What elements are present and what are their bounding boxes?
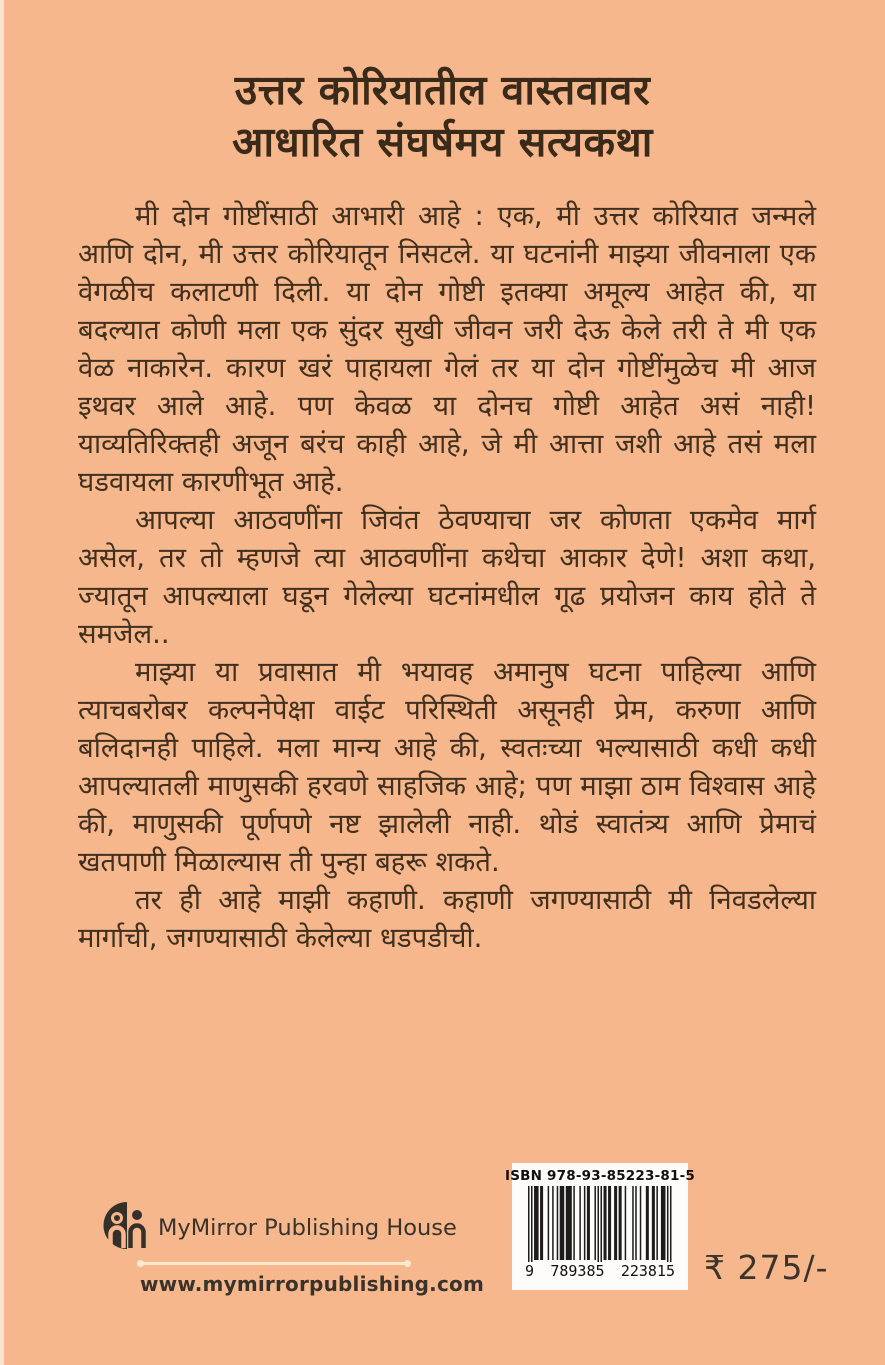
- barcode-digit-group: 789385: [550, 1262, 605, 1280]
- price-label: ₹ 275/-: [704, 1248, 829, 1287]
- back-cover-blurb: [78, 197, 816, 957]
- cover-tagline: [0, 64, 885, 168]
- tagline-line1: उत्तर कोरियातील वास्तवावर: [234, 66, 651, 114]
- tagline-line2: आधारित संघर्षमय सत्यकथा: [232, 118, 653, 166]
- isbn-number: ISBN 978-93-85223-81-5: [505, 1168, 695, 1184]
- barcode-digits: [524, 1262, 676, 1280]
- scan-edge: [0, 0, 4, 1365]
- barcode-digit-group: 9: [525, 1262, 535, 1280]
- divider-line: [140, 1262, 408, 1265]
- publisher-block: [98, 1198, 485, 1296]
- barcode-digit-group: 223815: [620, 1262, 675, 1280]
- mymirror-logo-icon: [98, 1198, 150, 1258]
- blurb-paragraph: मी दोन गोष्टींसाठी आभारी आहे : एक, मी उत्तर कोरियात जन्मले आणि दोन, मी उत्तर कोरियातून निसटले. या घटनांनी माझ्या जीवनाला एक वेगळीच कलाटणी दिली. या दोन गोष्टी इतक्या अमूल्य आहेत की, या बदल्यात कोणी मला एक सुंदर सुखी जीवन जरी देऊ केले तरी ते मी एक वेळ नाकारेन. कारण खरं पाहायला गेलं तर या दोन गोष्टींमुळेच मी आज इथवर आले आहे. पण केवळ या दोनच गोष्टी आहेत असं नाही! याव्यतिरिक्तही अजून बरंच काही आहे, जे मी आत्ता जशी आहे तसं मला घडवायला कारणीभूत आहे.: [78, 200, 816, 498]
- publisher-name: MyMirror Publishing House: [158, 1215, 457, 1241]
- isbn-barcode: [505, 1163, 695, 1290]
- publisher-website: www.mymirrorpublishing.com: [140, 1272, 485, 1296]
- blurb-paragraph: माझ्या या प्रवासात मी भयावह अमानुष घटना पाहिल्या आणि त्याचबरोबर कल्पनेपेक्षा वाईट परिस्थिती असूनही प्रेम, करुणा आणि बलिदानही पाहिले. मला मान्य आहे की, स्वतःच्या भल्यासाठी कधी कधी आपल्यातली माणुसकी हरवणे साहजिक आहे; पण माझा ठाम विश्वास आहे की, माणुसकी पूर्णपणे नष्ट झालेली नाही. थोडं स्वातंत्र्य आणि प्रेमाचं खतपाणी मिळाल्यास ती पुन्हा बहरू शकते.: [78, 656, 816, 878]
- blurb-paragraph: आपल्या आठवणींना जिवंत ठेवण्याचा जर कोणता एकमेव मार्ग असेल, तर तो म्हणजे त्या आठवणींना कथेचा आकार देणे! अशा कथा, ज्यातून आपल्याला घडून गेलेल्या घटनांमधील गूढ प्रयोजन काय होते ते समजेल..: [78, 504, 817, 650]
- blurb-paragraph: तर ही आहे माझी कहाणी. कहाणी जगण्यासाठी मी निवडलेल्या मार्गाची, जगण्यासाठी केलेल्या धडपडीची.: [78, 884, 816, 954]
